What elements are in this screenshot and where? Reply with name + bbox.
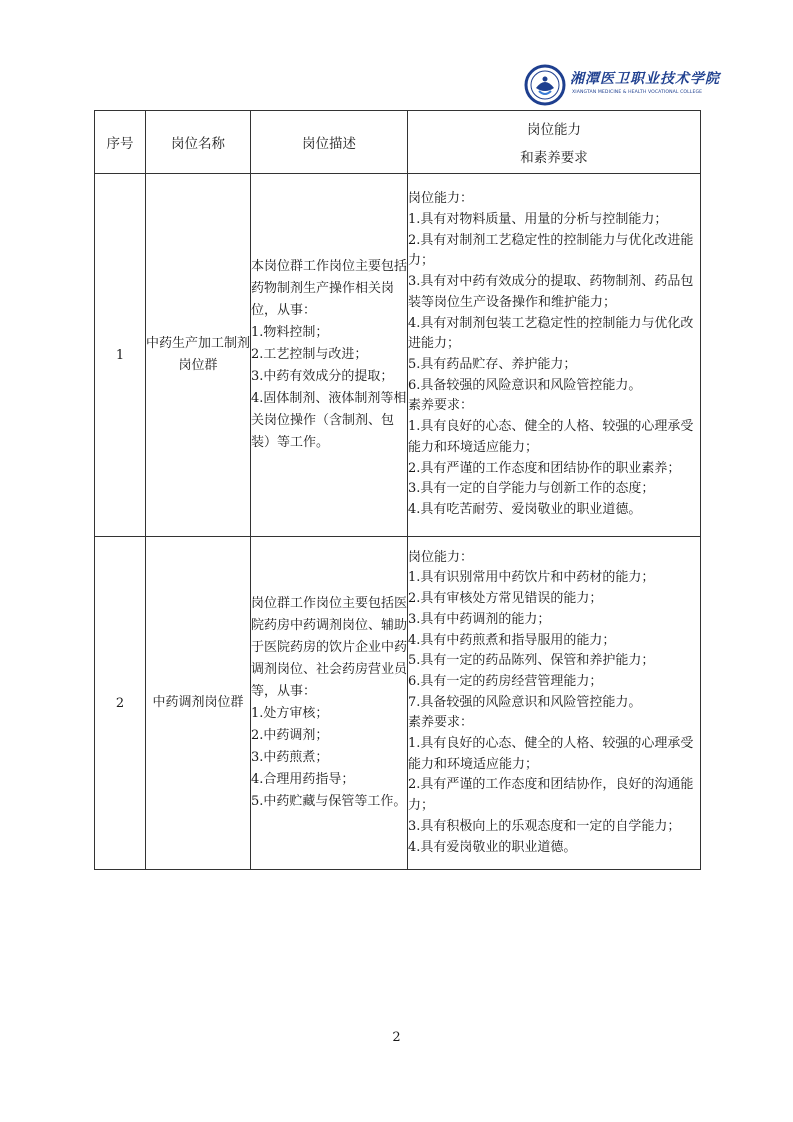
ability-item: 1.具有对物料质量、用量的分析与控制能力； [408,212,668,228]
college-name: 湘潭医卫职业技术学院 [570,71,720,87]
ability-item: 4.具有中药煎煮和指导服用的能力； [408,632,616,648]
table-header-row [95,111,701,174]
ability-item: 3.具有中药调剂的能力； [408,611,551,627]
quality-item: 1.具有良好的心态、健全的人格、较强的心理承受能力和环境适应能力； [408,419,694,455]
desc-item: 5.中药贮藏与保管等工作。 [251,794,407,809]
quality-item: 3.具有一定的自学能力与创新工作的态度； [408,481,655,497]
desc-item: 本岗位群工作岗位主要包括药物制剂生产操作相关岗位，从事： [251,259,408,318]
row-desc [251,174,408,537]
quality-item: 4.具有爱岗敬业的职业道德。 [408,839,577,855]
quality-item: 2.具有严谨的工作态度和团结协作的职业素养； [408,460,681,476]
desc-item: 岗位群工作岗位主要包括医院药房中药调剂岗位、辅助于医院药房的饮片企业中药调剂岗位、社会药房营业员等，从事： [251,596,408,699]
quality-item: 3.具有积极向上的乐观态度和一定的自学能力； [408,818,681,834]
college-emblem-icon [524,64,566,106]
desc-item: 3.中药煎煮； [251,750,329,765]
ability-item: 2.具有审核处方常见错误的能力； [408,591,603,607]
quality-item: 2.具有严谨的工作态度和团结协作，良好的沟通能力； [408,777,694,814]
ability-heading: 岗位能力： [408,191,474,207]
quality-heading: 素养要求： [408,398,474,414]
ability-item: 6.具备较强的风险意识和风险管控能力。 [408,377,642,393]
row-desc [251,537,408,870]
ability-item: 6.具有一定的药房经营管理能力； [408,673,603,689]
ability-heading: 岗位能力： [408,549,474,565]
row-ability [408,174,701,537]
desc-item: 1.物料控制； [251,325,329,340]
header-ability-line2: 和素养要求 [520,150,588,166]
ability-item: 5.具有一定的药品陈列、保管和养护能力； [408,653,655,669]
ability-item: 1.具有识别常用中药饮片和中药材的能力； [408,570,655,586]
desc-item: 4.合理用药指导； [251,772,355,787]
row-name: 中药生产加工制剂岗位群 [146,174,251,537]
header-ability [408,111,701,174]
desc-item: 1.处方审核； [251,706,329,721]
desc-item: 2.工艺控制与改进； [251,347,368,362]
college-logo [524,64,720,106]
post-table [94,110,701,870]
ability-item: 4.具有对制剂包装工艺稳定性的控制能力与优化改进能力； [408,315,694,352]
row-no: 2 [95,537,146,870]
quality-item: 4.具有吃苦耐劳、爱岗敬业的职业道德。 [408,501,642,517]
ability-item: 3.具有对中药有效成分的提取、药物制剂、药品包装等岗位生产设备操作和维护能力； [408,274,694,310]
row-no: 1 [95,174,146,537]
quality-heading: 素养要求： [408,715,474,731]
ability-item: 7.具备较强的风险意识和风险管控能力。 [408,694,642,710]
desc-item: 3.中药有效成分的提取； [251,369,394,384]
header-name: 岗位名称 [146,111,251,174]
quality-item: 1.具有良好的心态、健全的人格、较强的心理承受能力和环境适应能力； [408,736,694,772]
header-ability-line1: 岗位能力 [527,122,581,138]
table-row [95,537,701,870]
row-name: 中药调剂岗位群 [146,537,251,870]
desc-item: 2.中药调剂； [251,728,329,743]
ability-item: 5.具有药品贮存、养护能力； [408,357,577,372]
row-ability [408,537,701,870]
header-no: 序号 [95,111,146,174]
college-english-name: XIANGTAN MEDICINE & HEALTH VOCATIONAL COLLEGE [572,90,703,95]
table-row [95,174,701,537]
desc-item: 4.固体制剂、液体制剂等相关岗位操作（含制剂、包装）等工作。 [251,391,407,450]
ability-item: 2.具有对制剂工艺稳定性的控制能力与优化改进能力； [408,232,694,269]
header-desc: 岗位描述 [251,111,408,174]
page-number: 2 [392,1030,401,1045]
